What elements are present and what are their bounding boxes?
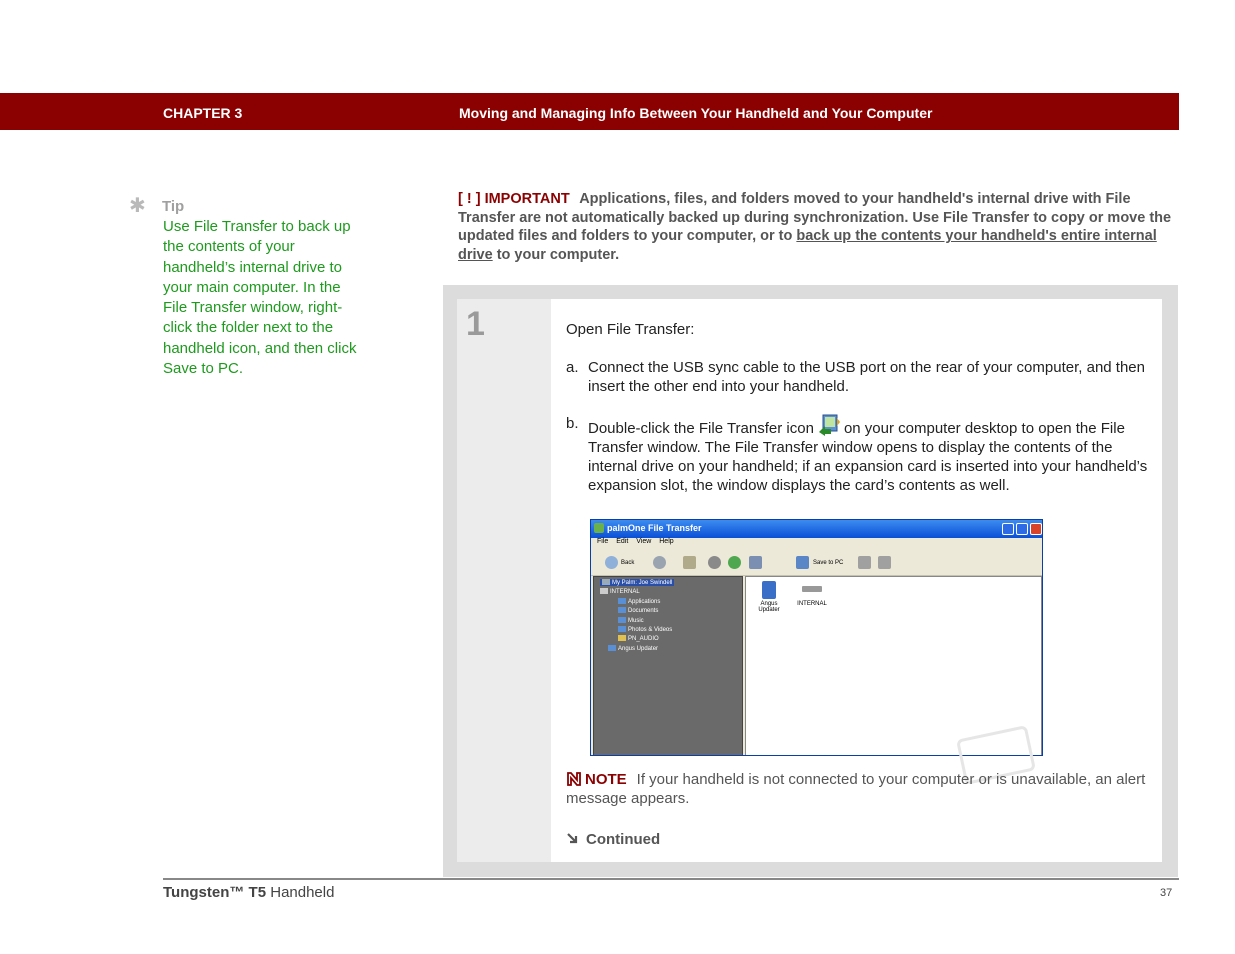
drive-icon [600, 588, 608, 594]
file-transfer-screenshot [590, 519, 1043, 756]
note-text: If your handheld is not connected to your computer or is unavailable, an alert message appears. [566, 771, 1146, 807]
screenshot-back-label: Back [621, 560, 635, 566]
tree-photos: Photos & Videos [618, 626, 672, 633]
continued [566, 831, 660, 848]
chapter-title: Moving and Managing Info Between Your Handheld and Your Computer [459, 105, 933, 121]
note-label: NOTE [585, 771, 627, 788]
chapter-label: CHAPTER 3 [163, 105, 243, 121]
file-angus-updater: Angus Updater [754, 581, 784, 613]
footer-product-rest: Handheld [266, 884, 335, 901]
file-transfer-icon [817, 414, 841, 436]
substep-a-text: Connect the USB sync cable to the USB port on the rear of your computer, and then insert the other end into your handheld. [588, 359, 1145, 395]
substep-b-text-before: Double-click the File Transfer icon [588, 420, 814, 437]
important-notice [458, 190, 1180, 264]
folder-icon [618, 617, 626, 623]
screenshot-save-label: Save to PC [813, 560, 844, 566]
up-folder-icon [683, 556, 696, 569]
screenshot-folder-tree [593, 576, 743, 756]
step-intro: Open File Transfer: [566, 321, 695, 338]
maximize-icon [1016, 523, 1028, 535]
note [566, 770, 1151, 808]
folder-icon [618, 598, 626, 604]
file-icon [608, 645, 616, 651]
views-icon [749, 556, 762, 569]
tree-music: Music [618, 617, 644, 624]
footer-product-bold: Tungsten™ T5 [163, 884, 267, 901]
drive-icon [802, 586, 822, 592]
tree-pn-audio: PN_AUDIO [618, 635, 659, 642]
tree-applications: Applications [618, 598, 660, 605]
page-number: 37 [1160, 887, 1173, 899]
screenshot-title-bar [591, 520, 1042, 538]
screenshot-menu-help: Help [659, 538, 674, 545]
tip-label: Tip [162, 198, 185, 215]
footer-product [163, 884, 334, 901]
screenshot-app-icon [594, 523, 604, 533]
screenshot-menu-bar [591, 538, 1042, 549]
save-to-pc-icon [796, 556, 809, 569]
important-text-after: to your computer. [492, 246, 620, 263]
tree-root: My Palm: Joe Swindell [600, 579, 674, 586]
folder-icon [618, 635, 626, 641]
paste-icon [878, 556, 891, 569]
screenshot-menu-file: File [597, 538, 609, 545]
tip-star-icon: ✱ [129, 195, 146, 217]
file-internal: INTERNAL [794, 581, 830, 607]
screenshot-file-pane [745, 576, 1042, 756]
folder-icon [618, 626, 626, 632]
tree-internal: INTERNAL [600, 588, 640, 595]
substep-b-text-after: on your computer desktop to open the File Transfer window. The File Transfer window opens to display the contents of the internal drive on your handheld; if an expansion card is inserted into your handheld’s expansion slot, the window displays the card’s contents as well. [588, 420, 1148, 494]
copy-icon [858, 556, 871, 569]
screenshot-window-title: palmOne File Transfer [607, 523, 702, 533]
screenshot-menu-view: View [636, 538, 652, 545]
continued-arrow-icon [566, 832, 582, 846]
tip-text: Use File Transfer to back up the contents of your handheld’s internal drive to your main computer. In the File Transfer window, right-click the folder next to the handheld icon, and then click Save to PC. [163, 218, 357, 378]
step-number-column [457, 299, 551, 862]
handheld-icon [602, 579, 610, 585]
folder-icon [618, 607, 626, 613]
substep-a [566, 358, 1151, 396]
minimize-icon [1002, 523, 1014, 535]
close-icon [1030, 523, 1042, 535]
tree-documents: Documents [618, 607, 658, 614]
stop-icon [708, 556, 721, 569]
continued-label: Continued [586, 831, 661, 848]
substep-b [566, 414, 1151, 495]
forward-arrow-icon [653, 556, 666, 569]
step-number: 1 [466, 305, 485, 343]
refresh-icon [728, 556, 741, 569]
important-text-before: Applications, files, and folders moved to your handheld's internal drive with File Transfer are not automatically backed up during synchronization. Use File Transfer to copy or move the updated files and folders to your computer, or to [458, 191, 1172, 245]
tree-angus-updater: Angus Updater [608, 645, 658, 652]
screenshot-toolbar [591, 550, 1042, 576]
footer-divider [163, 878, 1179, 880]
screenshot-menu-edit: Edit [616, 538, 629, 545]
important-label: IMPORTANT [484, 191, 570, 207]
document-icon [762, 581, 776, 599]
important-bracket-icon: [ ! ] [458, 191, 481, 207]
substep-a-letter: a. [566, 359, 579, 376]
note-icon [566, 771, 582, 787]
backup-link[interactable]: back up the contents your handheld's entire internal drive [458, 228, 1157, 263]
substep-b-letter: b. [566, 415, 579, 432]
back-arrow-icon [605, 556, 618, 569]
